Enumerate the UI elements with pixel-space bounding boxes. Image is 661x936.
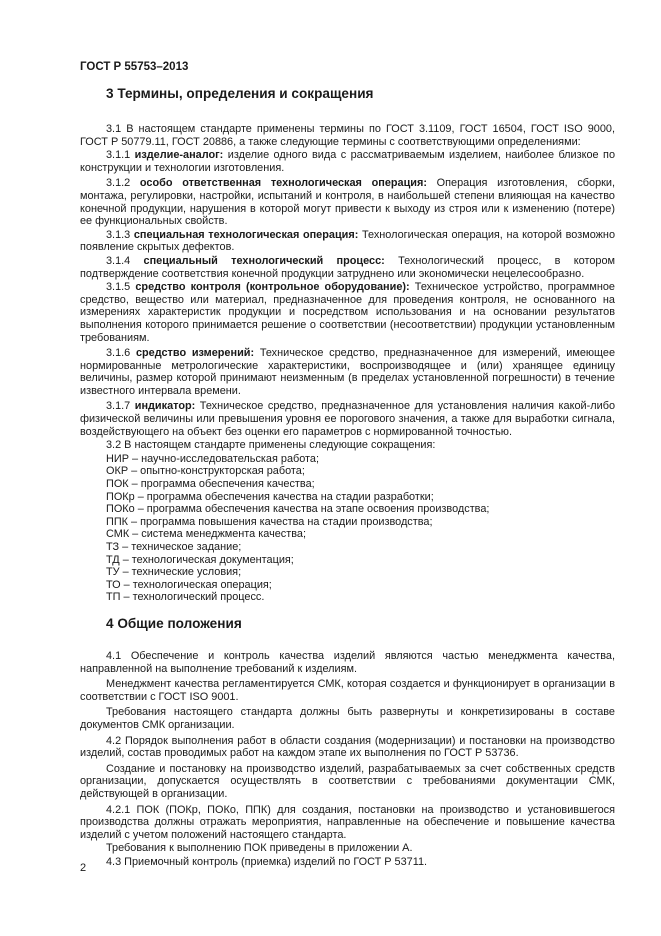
abbreviation-item: ТД – технологическая документация;	[106, 553, 294, 566]
abbreviation-item: ТУ – технические условия;	[106, 566, 242, 579]
paragraph: Менеджмент качества регламентируется СМК, которая создается и функционирует в организации в соответствии с ГОСТ ISO 9001.	[80, 678, 615, 703]
paragraph: Создание и постановку на производство изделий, разрабатываемых за счет собственных средств организации, допускается осуществлять в соответствии с требованиями документации СМК, действующей в организации.	[80, 762, 615, 800]
paragraph-4-2: 4.2 Порядок выполнения работ в области создания (модернизации) и постановки на производство изделий, состав проводимых работ на каждом этапе их выполнения по ГОСТ Р 53736.	[80, 734, 615, 760]
term-definition: Техническое средство, предназначенное для измерений, имеющее нормированные метрологические характеристики, воспроизводящее и (или) хранящее единицу величины, размер которой принимают неизменным (в пределах установленной погрешности) в течение известного интервала времени.	[80, 347, 616, 397]
paragraph: Требования к выполнению ПОК приведены в приложении А.	[106, 842, 413, 855]
term-name: индикатор:	[134, 400, 196, 413]
term-3-1-5	[80, 281, 615, 344]
term-definition: Технологическая операция, на которой возможно появление скрытых дефектов.	[80, 228, 615, 254]
abbreviation-item: СМК – система менеджмента качества;	[106, 528, 306, 541]
term-3-1-4	[80, 255, 615, 280]
term-3-1-3	[80, 229, 615, 254]
abbreviation-item: ОКР – опытно-конструкторская работа;	[106, 465, 305, 478]
section-3-title: 3 Термины, определения и сокращения	[106, 86, 374, 101]
paragraph-4-3: 4.3 Приемочный контроль (приемка) изделий по ГОСТ Р 53711.	[106, 855, 428, 868]
term-3-1-1	[80, 149, 615, 174]
abbreviation-item: ТП – технологический процесс.	[106, 591, 265, 604]
term-number: 3.1.2	[106, 177, 140, 190]
term-number: 3.1.4	[106, 254, 144, 267]
paragraph-4-2-1: 4.2.1 ПОК (ПОКр, ПОКо, ППК) для создания, постановки на производство и установившегося производства должны отражать мероприятия, направленные на обеспечение и повышение качества изделий с учетом положений настоящего стандарта.	[80, 803, 615, 841]
term-definition: Операция изготовления, сборки, монтажа, регулировки, настройки, испытаний и контроля, в наибольшей степени влияющая на качество конечной продукции, нарушения в которой могут привести к выходу из строя или к изменению (потере) ее функциональных свойств.	[80, 177, 616, 228]
abbreviation-item: ПОК – программа обеспечения качества;	[106, 478, 315, 491]
page-number: 2	[80, 862, 87, 874]
term-name: средство контроля (контрольное оборудование):	[135, 281, 410, 294]
term-number: 3.1.7	[106, 400, 135, 413]
term-name: изделие-аналог:	[134, 149, 224, 162]
term-number: 3.1.6	[106, 347, 136, 360]
term-definition: Техническое устройство, программное средство, вещество или материал, предназначенное для проведения контроля, не основанного на измерениях характеристик продукции и посредством использования и на основании результатов выполнения которого принимается решение о соответствии (несоответствии) продукции установленным требованиям.	[80, 281, 615, 344]
abbreviation-list	[80, 453, 615, 604]
term-name: особо ответственная технологическая операция:	[139, 177, 427, 190]
term-name: специальный технологический процесс:	[143, 254, 385, 267]
term-name: специальная технологическая операция:	[133, 228, 359, 241]
paragraph-3-2: 3.2 В настоящем стандарте применены следующие сокращения:	[106, 439, 436, 452]
term-3-1-2	[80, 177, 615, 227]
paragraph-3-1: 3.1 В настоящем стандарте применены термины по ГОСТ 3.1109, ГОСТ 16504, ГОСТ ISO 9000, ГОСТ Р 50779.11, ГОСТ 20886, а также следующие термины с соответствующими определениями:	[80, 123, 615, 148]
abbreviation-item: ППК – программа повышения качества на стадии производства;	[106, 515, 433, 528]
section-4-title: 4 Общие положения	[106, 615, 242, 631]
page-content	[80, 86, 615, 869]
abbreviation-item: ТЗ – техническое задание;	[106, 541, 242, 553]
term-name: средство измерений:	[135, 347, 255, 360]
paragraph: Требования настоящего стандарта должны быть развернуты и конкретизированы в составе документов СМК организации.	[80, 706, 615, 731]
term-definition: Технологический процесс, в котором подтверждение соответствия конечной продукции затруднено или экономически нецелесообразно.	[80, 254, 615, 280]
document-code: ГОСТ Р 55753–2013	[80, 61, 189, 73]
term-number: 3.1.5	[106, 281, 136, 294]
term-number: 3.1.3	[106, 228, 134, 241]
abbreviation-item: ПОКо – программа обеспечения качества на этапе освоения производства;	[106, 503, 490, 516]
term-number: 3.1.1	[106, 149, 135, 162]
abbreviation-item: НИР – научно-исследовательская работа;	[106, 452, 320, 465]
abbreviation-item: ТО – технологическая операция;	[106, 578, 272, 591]
abbreviation-item: ПОКр – программа обеспечения качества на стадии разработки;	[106, 490, 434, 503]
term-3-1-6	[80, 347, 615, 397]
term-3-1-7	[80, 400, 615, 438]
paragraph-4-1: 4.1 Обеспечение и контроль качества изделий являются частью менеджмента качества, направленной на выполнение требований к изделиям.	[80, 649, 615, 675]
term-definition: Техническое средство, предназначенное для установления наличия какой-либо физической величины или превышения уровня ее порогового значения, а также для выработки сигнала, воздействующего на объект без оценки его параметров с нормированной точностью.	[80, 400, 616, 438]
term-definition: изделие одного вида с рассматриваемым изделием, наиболее близкое по конструкции и технологии изготовления.	[80, 149, 615, 174]
